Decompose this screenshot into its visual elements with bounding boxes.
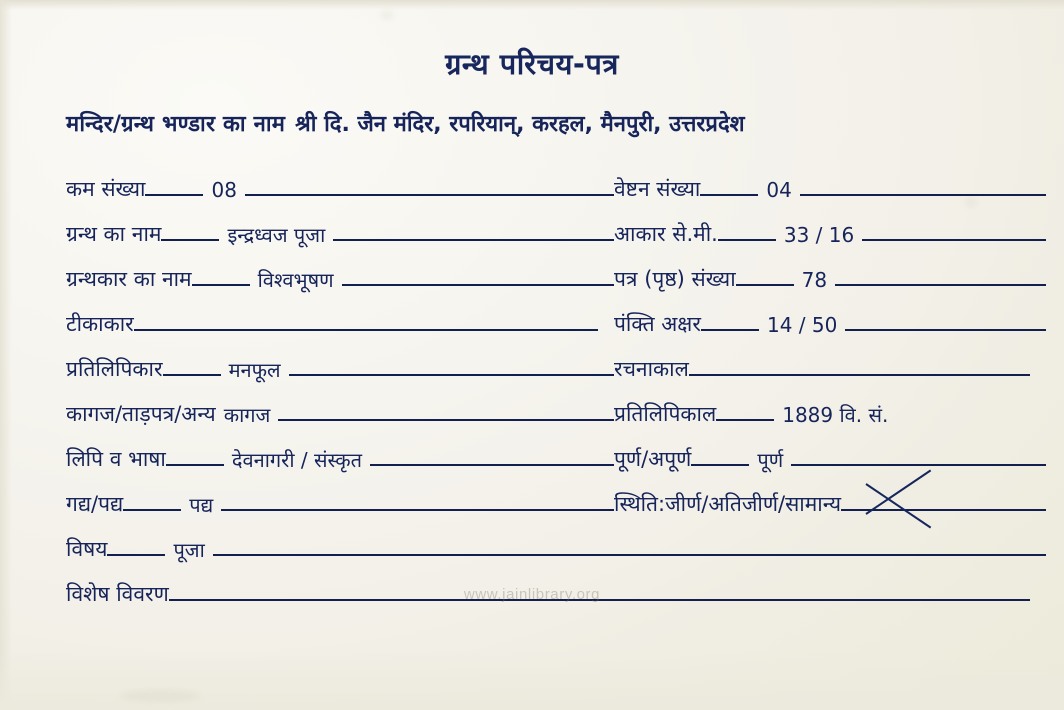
field-rule — [289, 374, 614, 376]
field-label: लिपि व भाषा — [66, 446, 166, 471]
field-value: 04 — [766, 178, 792, 202]
temple-name-label: मन्दिर/ग्रन्थ भण्डार का नाम — [66, 112, 286, 137]
field-granth-ka-naam — [66, 223, 614, 248]
field-value: 78 — [801, 268, 828, 292]
field-value: कागज — [223, 403, 271, 427]
fields-grid — [66, 158, 1046, 608]
field-value — [1030, 606, 1046, 608]
field-rule — [278, 419, 614, 421]
field-rule — [835, 284, 1046, 286]
field-rule — [161, 239, 219, 241]
watermark: www.jainlibrary.org — [463, 586, 601, 603]
field-rule — [342, 284, 614, 286]
field-label: स्थिति:जीर्ण/अतिजीर्ण/सामान्य — [614, 491, 842, 516]
field-rule — [192, 284, 250, 286]
field-label: ग्रन्थ का नाम — [66, 221, 162, 246]
field-rule — [841, 509, 1046, 511]
field-rule — [691, 464, 749, 466]
field-rule — [718, 239, 776, 241]
field-rule — [716, 419, 774, 421]
field-label: पत्र (पृष्ठ) संख्या — [614, 266, 736, 291]
temple-name-value: श्री दि. जैन मंदिर, रपरियान्, करहल, मैनपुरी, उत्तरप्रदेश — [295, 112, 745, 137]
paper-edge-left — [0, 0, 12, 710]
form-row — [66, 383, 1046, 428]
field-aakar-cm — [614, 223, 1046, 248]
field-label: प्रतिलिपिकाल — [614, 401, 717, 426]
field-pratilipikal — [614, 403, 1046, 428]
field-value: इन्द्रध्वज पूजा — [227, 223, 326, 247]
field-value: 1889 वि. सं. — [782, 403, 889, 427]
field-granthkar-ka-naam — [66, 268, 614, 293]
field-label: टीकाकार — [66, 311, 134, 336]
field-lipi-va-bhasha — [66, 448, 614, 473]
field-label: कम संख्या — [66, 176, 146, 201]
field-label: पंक्ति अक्षर — [614, 311, 701, 336]
field-rule — [791, 464, 1046, 466]
field-value: 33 / 16 — [783, 223, 855, 247]
field-pankti-akshar — [614, 313, 1046, 338]
field-label: विशेष विवरण — [66, 581, 169, 606]
field-tikakar — [66, 313, 614, 338]
field-label: ग्रन्थकार का नाम — [66, 266, 192, 291]
field-rule — [701, 329, 759, 331]
field-label: विषय — [66, 536, 108, 561]
temple-name-row — [66, 108, 1040, 138]
field-rule — [370, 464, 614, 466]
field-rule — [221, 509, 614, 511]
field-pratilipikar — [66, 358, 614, 383]
field-patra-sankhya — [614, 268, 1046, 293]
field-label: गद्य/पद्य — [66, 491, 124, 516]
form-row — [66, 248, 1046, 293]
paper-edge-top — [0, 0, 1064, 10]
form-row — [66, 473, 1046, 518]
paper-edge-bottom — [0, 650, 1064, 710]
field-label: आकार से.मी. — [614, 221, 718, 246]
form-row — [66, 203, 1046, 248]
field-value: पूजा — [173, 538, 205, 562]
field-value: मनफूल — [228, 358, 281, 382]
field-value: पूर्ण — [757, 448, 784, 472]
field-label: वेष्टन संख्या — [614, 176, 701, 201]
paper-speck — [380, 10, 394, 20]
field-value: पद्य — [189, 493, 214, 517]
field-label: प्रतिलिपिकार — [66, 356, 163, 381]
field-rule — [123, 509, 181, 511]
field-rule — [145, 194, 203, 196]
form-row — [66, 518, 1046, 563]
field-rule — [107, 554, 165, 556]
field-rule — [333, 239, 614, 241]
field-rule — [689, 374, 1030, 376]
field-value — [1030, 381, 1046, 383]
field-value: 08 — [211, 178, 237, 202]
page-title: ग्रन्थ परिचय-पत्र — [445, 47, 619, 81]
field-rule — [862, 239, 1046, 241]
field-value: देवनागरी / संस्कृत — [231, 448, 363, 472]
field-rule — [166, 464, 224, 466]
form-row — [66, 428, 1046, 473]
field-rule — [213, 554, 1046, 556]
field-value: विश्वभूषण — [257, 268, 334, 292]
form-row — [66, 158, 1046, 203]
field-sthiti — [614, 493, 1046, 518]
field-purna-apurna — [614, 448, 1046, 473]
field-rule — [800, 194, 1046, 196]
form-row — [66, 338, 1046, 383]
field-rule — [245, 194, 614, 196]
field-veshtan-sankhya — [614, 178, 1046, 203]
field-rachnakal — [614, 358, 1046, 383]
field-label: कागज/ताड़पत्र/अन्य — [66, 401, 216, 426]
field-rule — [736, 284, 794, 286]
field-rule — [134, 329, 598, 331]
field-kagaz-tadpatra-anya — [66, 403, 614, 428]
field-label: रचनाकाल — [614, 356, 689, 381]
field-value: 14 / 50 — [766, 313, 838, 337]
field-kram-sankhya — [66, 178, 614, 203]
field-label: पूर्ण/अपूर्ण — [614, 446, 692, 471]
field-rule — [700, 194, 758, 196]
field-rule — [163, 374, 221, 376]
field-value — [598, 336, 614, 338]
form-row — [66, 293, 1046, 338]
field-rule — [845, 329, 1046, 331]
field-gadya-padya — [66, 493, 614, 518]
field-vishay — [66, 538, 1046, 563]
